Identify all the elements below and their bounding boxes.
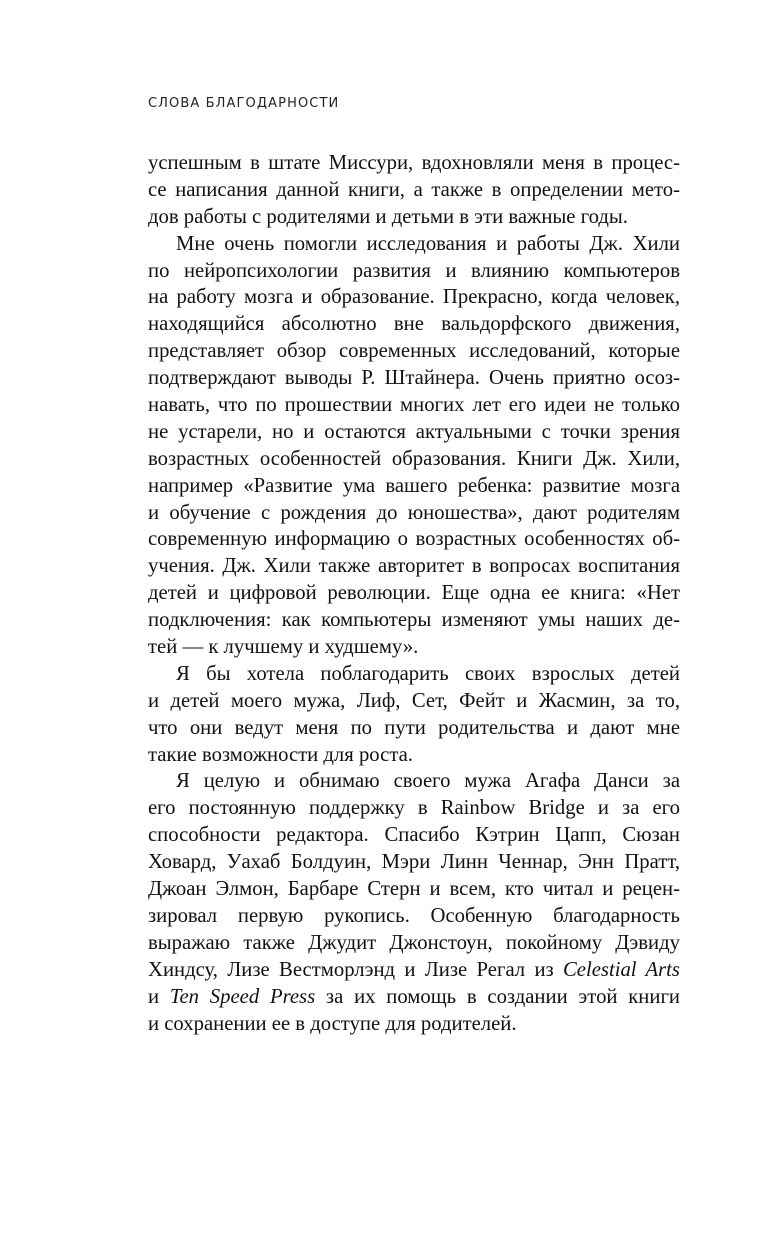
text-line bbox=[148, 984, 680, 1011]
text-line: успешным в штате Миссури, вдохновляли меня в процес- bbox=[148, 152, 680, 174]
text-line: способности редактора. Спасибо Кэтрин Цапп, Сюзан bbox=[148, 824, 680, 847]
text-line: подключения: как компьютеры изменяют умы наших де- bbox=[148, 609, 680, 632]
italic-title: Ten Speed Press bbox=[169, 985, 316, 1008]
text-line: его постоянную поддержку в Rainbow Bridge и за его bbox=[148, 797, 680, 820]
text-line: не устарели, но и остаются актуальными с точки зрения bbox=[148, 420, 680, 443]
running-head: СЛОВА БЛАГОДАРНОСТИ bbox=[148, 96, 340, 111]
text-line: навать, что по прошествии многих лет его идеи не только bbox=[148, 394, 680, 417]
text-line: подтверждают выводы Р. Штайнера. Очень приятно осоз- bbox=[148, 367, 680, 390]
text-span: Хиндсу, Лизе Вестморлэнд и Лизе Регал из bbox=[148, 958, 563, 981]
text-line: представляет обзор современных исследований, которые bbox=[148, 340, 680, 363]
text-line: дов работы с родителями и детьми в эти важные годы. bbox=[148, 205, 628, 228]
text-line: такие возможности для роста. bbox=[148, 743, 413, 766]
paragraph-first-line: Мне очень помогли исследования и работы Дж. Хили bbox=[176, 232, 680, 255]
text-line bbox=[148, 957, 680, 984]
text-line: выражаю также Джудит Джонстоун, покойному Дэвиду bbox=[148, 931, 680, 954]
paragraph-first-line: Я целую и обнимаю своего мужа Агафа Данси за bbox=[176, 770, 680, 793]
italic-title: Celestial Arts bbox=[563, 958, 680, 981]
text-line: зировал первую рукопись. Особенную благодарность bbox=[148, 904, 680, 927]
text-line: по нейропсихологии развития и влиянию компьютеров bbox=[148, 259, 680, 282]
text-line: современную информацию о возрастных особенностях об- bbox=[148, 528, 680, 551]
text-line: и обучение с рождения до юношества», дают родителям bbox=[148, 501, 680, 524]
text-line: возрастных особенностей образования. Книги Дж. Хили, bbox=[148, 447, 680, 470]
text-line: и детей моего мужа, Лиф, Сет, Фейт и Жасмин, за то, bbox=[148, 689, 680, 712]
text-line: на работу мозга и образование. Прекрасно, когда человек, bbox=[148, 286, 680, 309]
text-line: тей — к лучшему и худшему». bbox=[148, 636, 419, 659]
text-line: учения. Дж. Хили также авторитет в вопросах воспитания bbox=[148, 555, 680, 578]
text-span: за их помощь в создании этой книги bbox=[315, 985, 680, 1008]
body-text bbox=[148, 150, 680, 1037]
text-line: Ховард, Уахаб Болдуин, Мэри Линн Ченнар, Энн Пратт, bbox=[148, 851, 680, 874]
paragraph-first-line: Я бы хотела поблагодарить своих взрослых детей bbox=[176, 662, 680, 685]
text-line: и сохранении ее в доступе для родителей. bbox=[148, 1012, 517, 1035]
text-line: се написания данной книги, а также в определении мето- bbox=[148, 178, 680, 201]
text-line: находящийся абсолютно вне вальдорфского движения, bbox=[148, 313, 680, 336]
text-line: Джоан Элмон, Барбаре Стерн и всем, кто читал и рецен- bbox=[148, 878, 680, 901]
text-line: например «Развитие ума вашего ребенка: развитие мозга bbox=[148, 474, 680, 497]
text-line: что они ведут меня по пути родительства и дают мне bbox=[148, 716, 680, 739]
text-line: детей и цифровой революции. Еще одна ее книга: «Нет bbox=[148, 582, 680, 605]
text-span: и bbox=[148, 985, 170, 1008]
